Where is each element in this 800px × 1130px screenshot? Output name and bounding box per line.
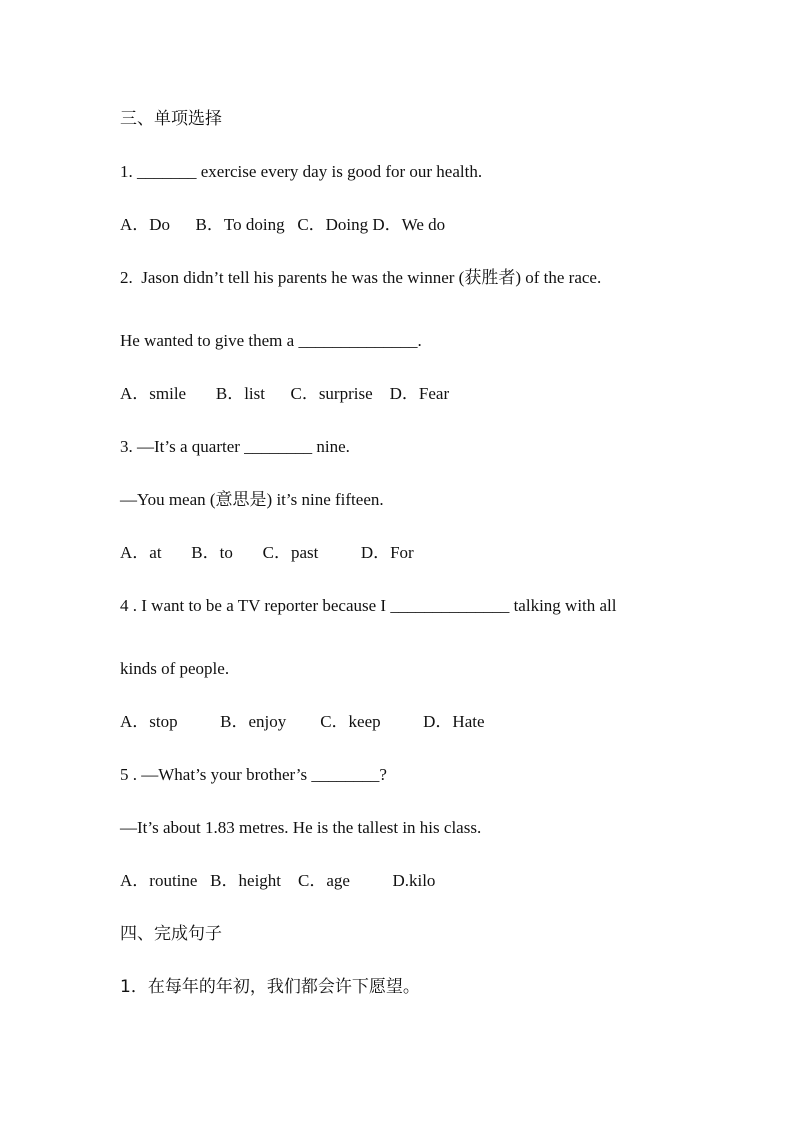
section-4-heading: 四、完成句子 — [120, 924, 222, 944]
question-5-stem-line-2: —It’s about 1.83 metres. He is the tallest in his class. — [120, 818, 482, 837]
question-2-options: A．smile B．list C．surprise D．Fear — [120, 384, 450, 403]
question-5-options: A．routine B．height C．age D.kilo — [120, 871, 436, 890]
completion-question-1: 1．在每年的年初，我们都会许下愿望。 — [120, 977, 420, 997]
question-1-options: A．Do B．To doing C．Doing D．We do — [120, 215, 446, 234]
section-3-heading: 三、单项选择 — [120, 109, 222, 129]
question-5-stem-line-1: 5 . —What’s your brother’s ________? — [120, 765, 387, 784]
question-2-stem-line-2: He wanted to give them a ______________. — [120, 331, 422, 350]
question-2-stem-line-1: 2. Jason didn’t tell his parents he was the winner (获胜者) of the race. — [120, 268, 602, 287]
question-4-options: A．stop B．enjoy C．keep D．Hate — [120, 712, 485, 731]
question-4-stem-line-1: 4 . I want to be a TV reporter because I ______________ talking with all — [120, 596, 617, 615]
question-3-options: A．at B．to C．past D．For — [120, 543, 414, 562]
question-1-stem: 1. _______ exercise every day is good for our health. — [120, 162, 483, 181]
question-3-stem-line-2: —You mean (意思是) it’s nine fifteen. — [120, 490, 384, 509]
question-4-stem-line-2: kinds of people. — [120, 659, 230, 678]
question-3-stem-line-1: 3. —It’s a quarter ________ nine. — [120, 437, 350, 456]
